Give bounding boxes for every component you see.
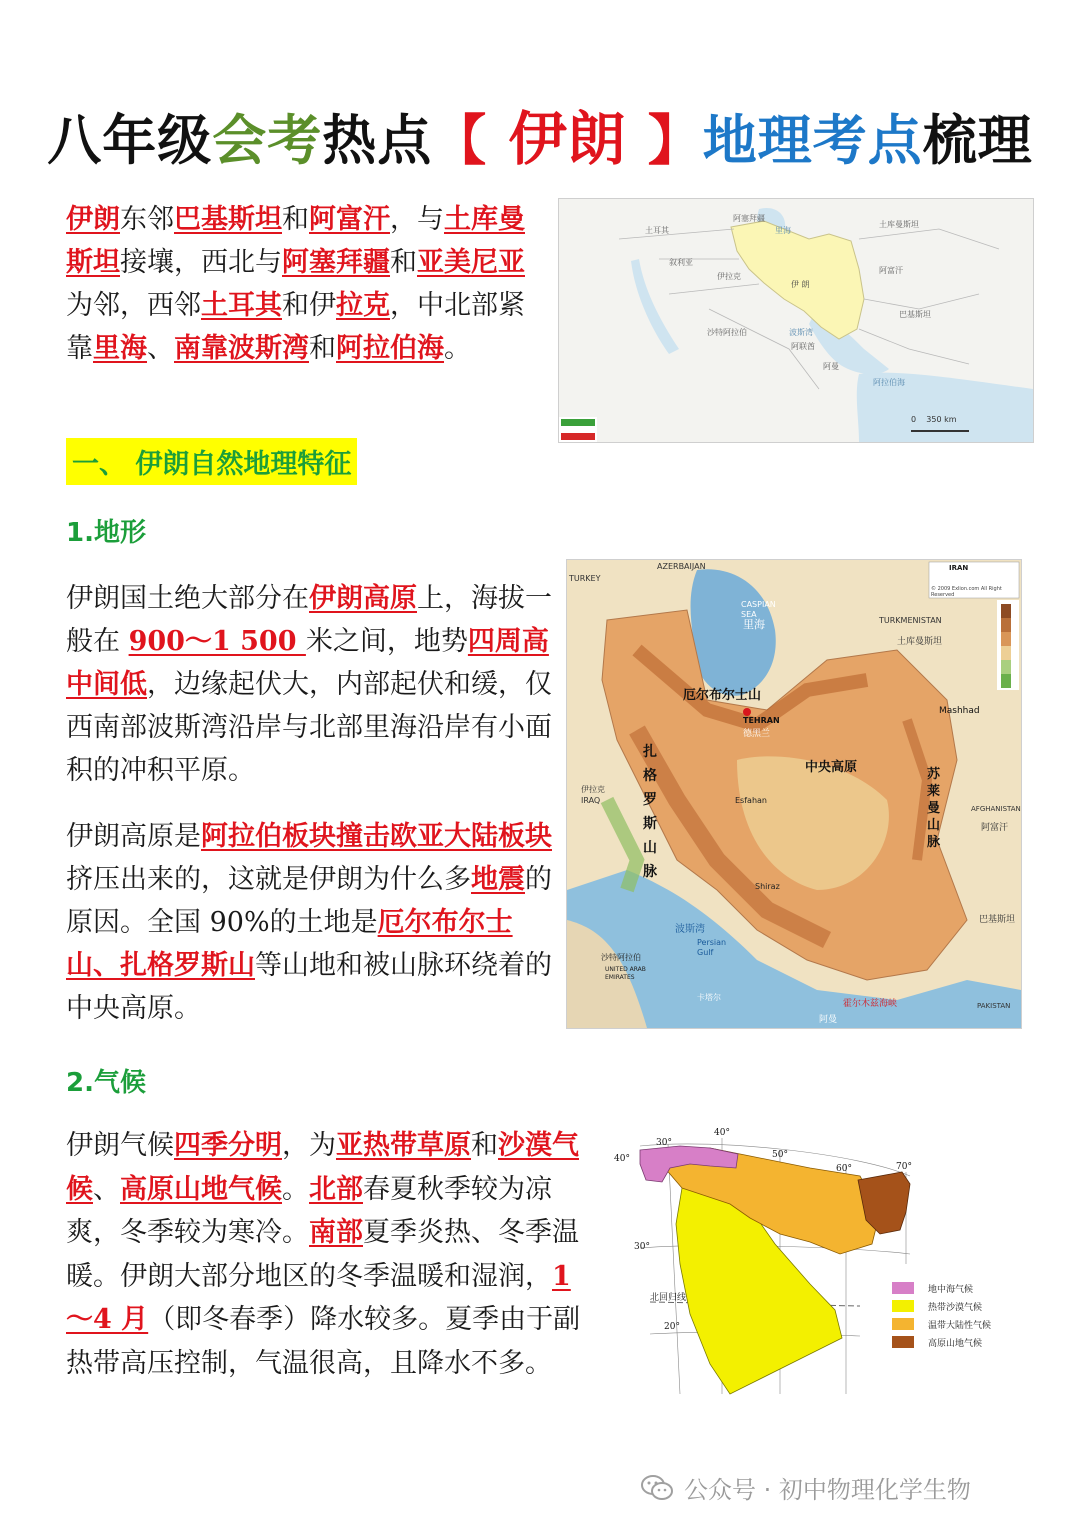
highlight-term: 阿富汗: [309, 204, 390, 235]
highlight-term: 亚热带草原: [336, 1130, 471, 1161]
map-label: 叙利亚: [669, 258, 693, 267]
map-label: 苏莱曼山脉: [927, 767, 941, 850]
map-label: 霍尔木兹海峡: [843, 999, 898, 1009]
title-part: 【: [432, 109, 488, 172]
text-run: ，为: [282, 1130, 336, 1161]
section-heading: 一、 伊朗自然地理特征: [66, 438, 357, 485]
highlight-term: 地震: [471, 864, 525, 895]
map-label: 中央高原: [805, 760, 858, 775]
title-part: 会考: [212, 109, 323, 172]
map-label: 阿曼: [823, 362, 839, 371]
map-label: 巴基斯坦: [899, 310, 931, 319]
legend-label: 热带沙漠气候: [928, 1303, 983, 1313]
tropic-label: 北回归线: [650, 1293, 687, 1303]
text-run: 上，海拔一般在: [66, 583, 552, 657]
map-label: 沙特阿拉伯: [601, 953, 641, 962]
map-label: 沙特阿拉伯: [707, 328, 747, 337]
text-run: 米之间，地势: [305, 626, 468, 657]
map-label: 阿联酋: [791, 342, 815, 351]
map-label: 阿塞拜疆: [733, 214, 765, 223]
text-run: 春夏秋季较为凉爽，冬季较为寒冷。: [66, 1173, 552, 1248]
text-run: 的原因。全国 90%的土地是: [66, 864, 552, 938]
map-legend-title: IRAN: [949, 564, 969, 572]
title-part: 梳理: [922, 109, 1033, 172]
iran-physical-map: [566, 559, 1022, 1029]
text-run: 伊朗国土绝大部分在: [66, 583, 309, 614]
map-label: 阿富汗: [981, 823, 1009, 833]
highlight-term: 阿拉伯海: [336, 333, 444, 364]
map-label: 伊拉克 IRAQ: [581, 785, 605, 805]
legend-label: 温带大陆性气候: [928, 1321, 992, 1331]
terrain-paragraph-1: [66, 577, 552, 792]
page-title: [0, 92, 1080, 176]
highlight-term: 南靠波斯湾: [174, 333, 309, 364]
highlight-term: 四季分明: [174, 1130, 282, 1161]
map-scale: 0 350 km: [911, 415, 957, 424]
intro-paragraph: [66, 198, 536, 370]
map-label: 阿曼: [819, 1015, 838, 1025]
climate-paragraph: [66, 1124, 588, 1385]
highlight-term: 伊朗高原: [309, 583, 417, 614]
map-label: 里海: [743, 618, 765, 631]
climate-map-svg: [610, 1124, 1020, 1400]
text-run: 伊朗气候: [66, 1130, 174, 1161]
map-label: 波斯湾: [789, 328, 813, 337]
lat-label: 20°: [664, 1322, 680, 1332]
lon-label: 60°: [836, 1164, 852, 1174]
wechat-icon: [640, 1474, 674, 1502]
text-run: 和: [390, 247, 417, 278]
highlight-term: 伊朗: [66, 204, 120, 235]
highlight-term: 900～1 500: [128, 626, 306, 657]
map-label: Esfahan: [735, 796, 767, 805]
text-run: 和: [282, 204, 309, 235]
text-run: 东邻: [120, 204, 174, 235]
highlight-term: 沙漠气候: [66, 1130, 579, 1205]
highlight-term: 巴基斯坦: [174, 204, 282, 235]
highlight-term: 阿塞拜疆: [282, 247, 390, 278]
text-run: 伊朗高原是: [66, 821, 201, 852]
text-run: （即冬春季）降水较多。夏季由于副热带高压控制，气温很高，且降水不多。: [66, 1304, 581, 1379]
legend-label: 高原山地气候: [928, 1339, 983, 1349]
map-label: TURKEY: [569, 574, 601, 583]
map-label: 里海: [775, 226, 791, 235]
highlight-term: 土库曼斯坦: [66, 204, 525, 278]
iran-location-map: [558, 198, 1034, 443]
map-label: 厄尔布尔士山: [683, 688, 762, 703]
lon-label: 50°: [772, 1150, 788, 1160]
footer-text: 公众号 · 初中物理化学生物: [684, 1476, 971, 1504]
highlight-term: 拉克: [336, 290, 390, 321]
highlight-term: 北部: [309, 1173, 363, 1205]
text-run: 和伊: [282, 290, 336, 321]
map-label: 波斯湾: [675, 924, 705, 935]
map-label: AZERBAIJAN: [657, 562, 706, 571]
text-run: ，边缘起伏大，内部起伏和缓，仅西南部波斯湾沿岸与北部里海沿岸有小面积的冲积平原。: [66, 669, 552, 786]
map-label: TURKMENISTAN: [879, 616, 942, 625]
title-part: 八年级: [47, 109, 213, 172]
text-run: 和: [471, 1130, 498, 1161]
title-part: 热点: [322, 109, 433, 172]
map-copyright: © 2009 Exlion.com All Right Reserved: [931, 586, 1002, 598]
climate-heading: 2.气候: [66, 1068, 146, 1098]
map-label: 土库曼斯坦: [879, 220, 919, 229]
map-label: PAKISTAN: [977, 1002, 1011, 1010]
map-label: 扎格罗斯山脉: [643, 744, 657, 880]
map-label: TEHRAN: [743, 716, 780, 725]
map-label: AFGHANISTAN: [971, 805, 1021, 813]
map-label: Mashhad: [939, 706, 980, 716]
map-label: 德黑兰: [743, 729, 771, 739]
text-run: 。: [282, 1173, 309, 1205]
text-run: ，中北部紧靠: [66, 290, 525, 364]
text-run: 夏季炎热、冬季温暖。伊朗大部分地区的冬季温暖和湿润，: [66, 1217, 579, 1292]
legend-label: 地中海气候: [928, 1285, 974, 1295]
location-map-svg: [559, 199, 1033, 442]
terrain-paragraph-2: [66, 815, 552, 1030]
map-label: 卡塔尔: [697, 993, 721, 1002]
highlight-term: 1～4 月: [66, 1260, 571, 1335]
highlight-term: 南部: [309, 1217, 363, 1248]
text-run: 为邻，西邻: [66, 290, 201, 321]
highlight-term: 四周高中间低: [66, 626, 549, 700]
map-label: UNITED ARAB EMIRATES: [605, 966, 646, 981]
map-label: Shiraz: [755, 882, 780, 891]
text-run: 、: [147, 333, 174, 364]
highlight-term: 厄尔布尔士山、扎格罗斯山: [66, 907, 513, 981]
highlight-term: 土耳其: [201, 290, 282, 321]
map-label: 伊拉克: [717, 272, 741, 281]
text-run: 挤压出来的，这就是伊朗为什么多: [66, 864, 471, 895]
text-run: ，与: [390, 204, 444, 235]
highlight-term: 高原山地气候: [120, 1173, 282, 1205]
title-part: 地理考点: [702, 109, 923, 172]
text-run: 和: [309, 333, 336, 364]
text-run: 、: [93, 1173, 120, 1205]
lon-label: 30°: [656, 1138, 672, 1148]
highlight-term: 阿拉伯板块撞击欧亚大陆板块: [201, 821, 552, 852]
map-label: 阿拉伯海: [873, 378, 905, 387]
footer-watermark: [640, 1470, 971, 1505]
climate-map: [610, 1124, 1020, 1400]
title-part: 伊朗: [487, 105, 648, 173]
title-part: 】: [647, 109, 703, 172]
map-label: 阿富汗: [879, 266, 903, 275]
map-label: 土库曼斯坦: [897, 637, 943, 647]
terrain-heading: 1.地形: [66, 518, 146, 548]
text-run: 。: [444, 333, 471, 364]
highlight-term: 亚美尼亚: [417, 247, 525, 278]
map-label: 土耳其: [645, 226, 669, 235]
text-run: 接壤，西北与: [120, 247, 282, 278]
map-label: CASPIAN SEA: [741, 600, 776, 619]
lon-label: 40°: [714, 1128, 730, 1138]
map-label: Persian Gulf: [697, 938, 727, 957]
lon-label: 70°: [896, 1162, 912, 1172]
map-label: 伊 朗: [791, 280, 810, 289]
lat-label: 40°: [614, 1154, 630, 1164]
map-label: 巴基斯坦: [979, 915, 1016, 925]
highlight-term: 里海: [93, 333, 147, 364]
text-run: 等山地和被山脉环绕着的中央高原。: [66, 950, 552, 1024]
lat-label: 30°: [634, 1242, 650, 1252]
